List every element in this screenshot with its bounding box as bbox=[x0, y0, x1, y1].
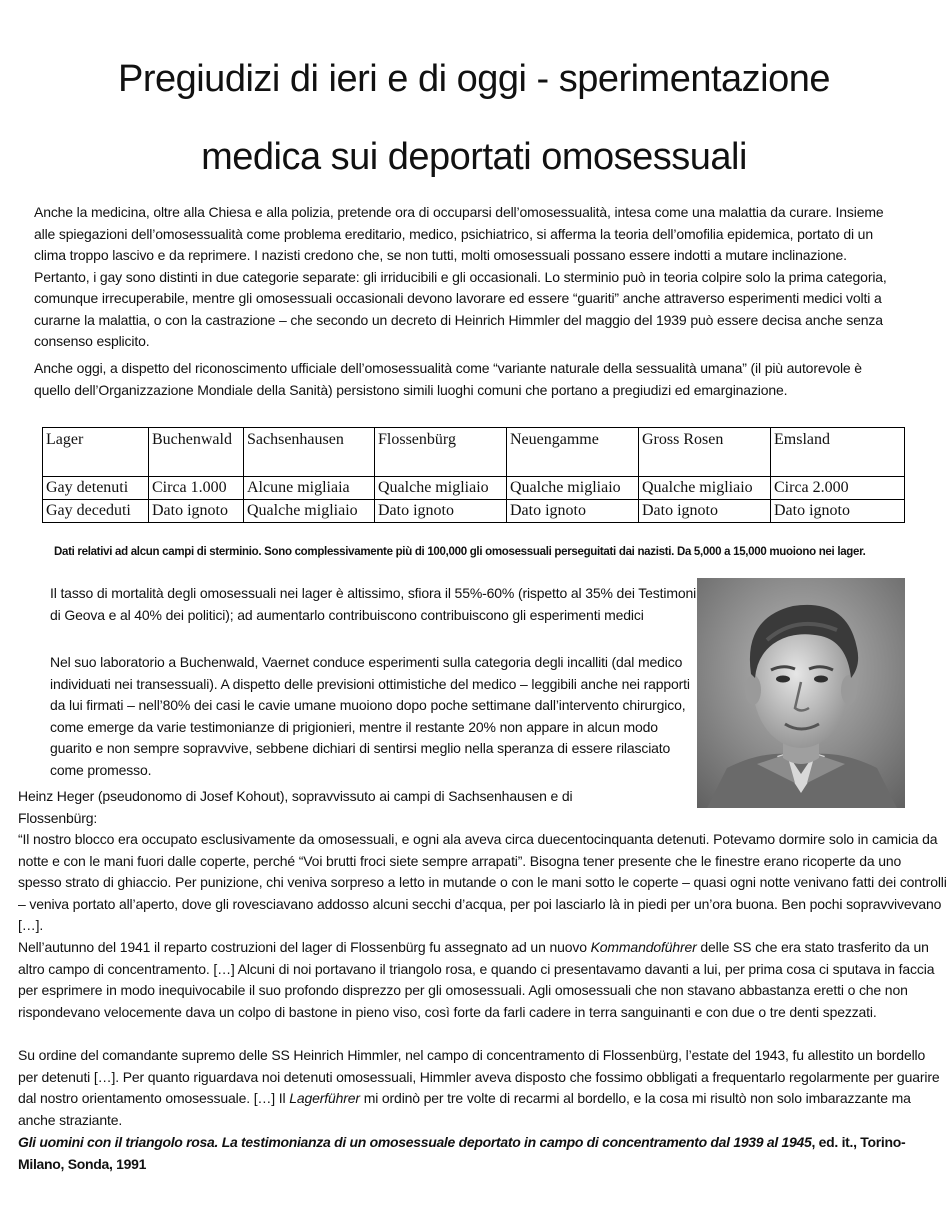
testimony-text: Nell’autunno del 1941 il reparto costruzioni del lager di Flossenbürg fu assegnato ad un nuovo bbox=[18, 939, 591, 955]
testimony-paragraph-2 bbox=[18, 937, 948, 1023]
testimony-text: mi ordinò per tre volte di recarmi al bordello, e la cosa mi risultò non solo imbarazzante ma anche straziante. bbox=[18, 1090, 911, 1128]
table-header-cell: Flossenbürg bbox=[375, 428, 507, 477]
testimony-text: Su ordine del comandante supremo delle SS Heinrich Himmler, nel campo di concentramento di Flossenbürg, l’estate del 1943, fu allestito un bordello per detenuti […]. Per quanto riguardava noi detenuti omosessuali, Himmler aveva disposto che fossimo obbligati a frequentarlo regolarmente per guarire dal nostro orientamento omosessuale. […] Il bbox=[18, 1047, 940, 1106]
portrait-photo-icon bbox=[697, 578, 905, 808]
table-cell: Gay detenuti bbox=[43, 477, 149, 500]
table-row bbox=[43, 500, 905, 523]
table-caption: Dati relativi ad alcun campi di sterminio. Sono complessivamente più di 100,000 gli omosessuali perseguitati dai nazisti. Da 5,000 a 15,000 muoiono nei lager. bbox=[54, 546, 866, 558]
table-header-row bbox=[43, 428, 905, 477]
table-header-cell: Gross Rosen bbox=[639, 428, 771, 477]
mortality-paragraph: Il tasso di mortalità degli omosessuali nei lager è altissimo, sfiora il 55%-60% (rispetto al 35% dei Testimoni di Geova e al 40% dei politici); ad aumentarlo contribuiscono contribuiscono gli esperimenti medici bbox=[50, 585, 697, 623]
source-publication: , ed. it., Torino-Milano, Sonda, 1991 bbox=[18, 1134, 906, 1172]
table-cell: Qualche migliaio bbox=[507, 477, 639, 500]
table-cell: Alcune migliaia bbox=[244, 477, 375, 500]
source-citation bbox=[18, 1132, 948, 1175]
source-book-title: Gli uomini con il triangolo rosa. La testimonianza di un omosessuale deportato in campo di concentramento dal 1939 al 1945 bbox=[18, 1134, 812, 1150]
testimony-text: delle SS che era stato trasferito da un altro campo di concentramento. […] Alcuni di noi portavano il triangolo rosa, e quando ci presentavamo davanti a lui, per prima cosa ci sputava in faccia per esprimere in modo inequivocabile il suo profondo disprezzo per gli omosessuali. Agli omosessuali che non stavano abbastanza eretti o che non rispondevano velocemente dava un colpo di bastone in pieno viso, così forte da farli cadere in terra sanguinanti e con due o tre denti spezzati. bbox=[18, 939, 935, 1020]
testimony-italic-term: Lagerführer bbox=[289, 1090, 360, 1106]
page-title bbox=[0, 40, 948, 196]
table-cell: Circa 1.000 bbox=[149, 477, 244, 500]
lager-table bbox=[42, 427, 905, 523]
intro-paragraph-2: Anche oggi, a dispetto del riconoscimento ufficiale dell’omosessualità come “variante naturale della sessualità umana” (il più autorevole è quello dell’Organizzazione Mondiale della Sanità) persistono simili luoghi comuni che portano a pregiudizi ed emarginazione. bbox=[34, 360, 862, 398]
table-cell: Qualche migliaio bbox=[375, 477, 507, 500]
table-cell: Dato ignoto bbox=[639, 500, 771, 523]
title-line-2: medica sui deportati omosessuali bbox=[201, 136, 747, 178]
table-header-cell: Lager bbox=[43, 428, 149, 477]
table-cell: Dato ignoto bbox=[771, 500, 905, 523]
testimony-italic-term: Kommandoführer bbox=[590, 939, 697, 955]
table-cell: Circa 2.000 bbox=[771, 477, 905, 500]
table-header-cell: Neuengamme bbox=[507, 428, 639, 477]
title-line-1: Pregiudizi di ieri e di oggi - sperimentazione bbox=[117, 58, 831, 100]
table-cell: Gay deceduti bbox=[43, 500, 149, 523]
table-cell: Dato ignoto bbox=[507, 500, 639, 523]
table-cell: Dato ignoto bbox=[375, 500, 507, 523]
table-header-cell: Buchenwald bbox=[149, 428, 244, 477]
testimony-paragraph-1: “Il nostro blocco era occupato esclusivamente da omosessuali, e ogni ala aveva circa duecentocinquanta detenuti. Potevamo dormire solo in camicia da notte e con le mani fuori dalle coperte, perché “Voi brutti froci siete sempre arrapati”. Bisogna tener presente che le finestre erano ricoperte da uno spesso strato di ghiaccio. Per punizione, chi veniva sorpreso a letto in mutande o con le mani sotto le coperte – quasi ogni notte venivano fatti dei controlli – veniva portato all’aperto, dove gli rovesciavano addosso alcuni secchi d’acqua, per poi lasciarlo là in piedi per un’ora buona. Ben pochi sopravvivevano […]. bbox=[18, 831, 947, 933]
table-row bbox=[43, 477, 905, 500]
table-cell: Dato ignoto bbox=[149, 500, 244, 523]
table-header-cell: Sachsenhausen bbox=[244, 428, 375, 477]
portrait-photo bbox=[697, 578, 905, 808]
table-cell: Qualche migliaio bbox=[639, 477, 771, 500]
intro-paragraph-1: Anche la medicina, oltre alla Chiesa e alla polizia, pretende ora di occuparsi dell’omosessualità, intesa come una malattia da curare. Insieme alle spiegazioni dell’omosessualità come problema ereditario, medico, psichiatrico, si afferma la teoria dell’omofilia epidemica, portato di un clima troppo lascivo e da reprimere. I nazisti credono che, se non tutti, molti omosessuali possano essere indotti a mutare inclinazione. Pertanto, i gay sono distinti in due categorie separate: gli irriducibili e gli occasionali. Lo sterminio può in teoria colpire solo la prima categoria, comunque irrecuperabile, mentre gli omosessuali occasionali devono lavorare ed essere “guariti” anche attraverso esperimenti medici volti a curarne la malattia, o con la castrazione – che secondo un decreto di Heinrich Himmler del maggio del 1939 può essere decisa anche senza consenso esplicito. bbox=[34, 204, 887, 349]
heger-intro: Heinz Heger (pseudonomo di Josef Kohout), sopravvissuto ai campi di Sachsenhausen e di Flossenbürg: bbox=[18, 788, 573, 826]
vaernet-paragraph: Nel suo laboratorio a Buchenwald, Vaernet conduce esperimenti sulla categoria degli incalliti (dal medico individuati nei transessuali). A dispetto delle previsioni ottimistiche del medico – leggibili anche nei rapporti da lui firmati – nell’80% dei casi le cavie umane muoiono dopo poche settimane dall’intervento chirurgico, come emerge da varie testimonianze di prigionieri, mentre il restante 20% non appare in alcun modo guarito e non sempre sopravvive, sebbene dichiari di sentirsi meglio nella speranza di essere rilasciato come promesso. bbox=[50, 654, 690, 778]
table-header-cell: Emsland bbox=[771, 428, 905, 477]
testimony-paragraph-3 bbox=[18, 1045, 948, 1131]
table-cell: Qualche migliaio bbox=[244, 500, 375, 523]
